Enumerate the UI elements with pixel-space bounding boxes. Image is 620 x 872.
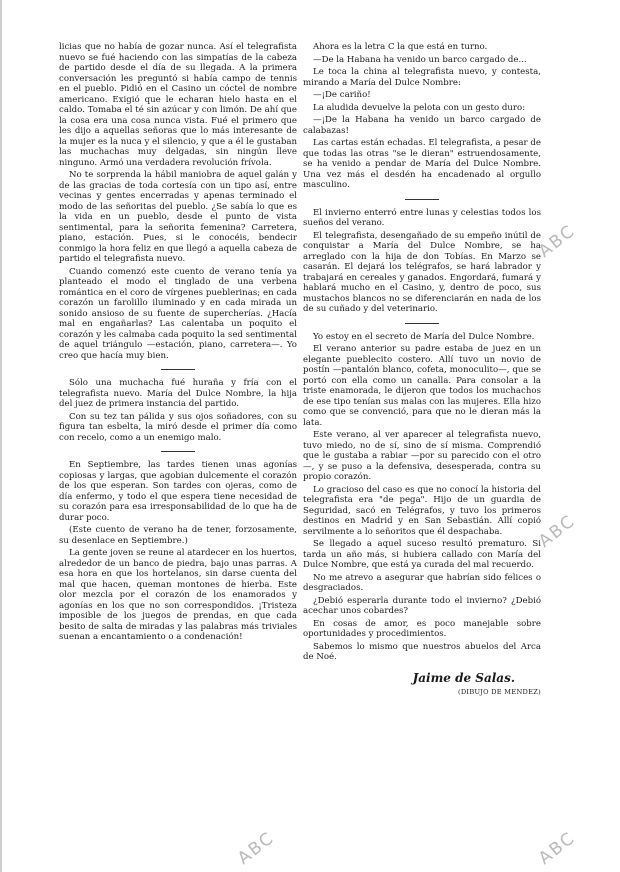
paragraph: La aludida devuelve la pelota con un gesto duro: — [313, 102, 526, 113]
paragraph: —De la Habana ha venido un barco cargado de... — [313, 54, 527, 65]
paragraph: En cosas de amor, es poco manejable sobre oportunidades y procedimientos. — [303, 618, 541, 639]
section-divider — [405, 199, 439, 200]
paragraph: licias que no había de gozar nunca. Así el telegrafista nuevo se fué haciendo con las simpatías de la cabeza de partido desde el día de su llegada. A la primera conversación les preguntó si había campo de tennis en el pueblo. Pidió en el Casino un cóctel de nombre americano. Exigió que le echaran hielo hasta en el caldo. Tomaba el té sin azúcar y con limón. De ahí que la cosa era una cosa nunca vista. Fué el primero que les dijo a aquellas señoras que lo más interesante de la mujer es la nuca y el silencio, y que a él le gustaban las muchachas muy delgadas, sin ningún lleve ninguno. Armó una verdadera revolución frívola. — [59, 42, 297, 168]
paragraph: Con su tez tan pálida y sus ojos soñadores, con su figura tan esbelta, la miró desde el primer día como con recelo, como a un enemigo malo. — [59, 411, 297, 443]
section-divider — [161, 451, 195, 452]
paragraph: ¿Debió esperarla durante todo el invierno? ¿Debió acechar unos cobardes? — [303, 595, 541, 616]
paragraph: En Septiembre, las tardes tienen unas agonías copiosas y largas, que agobian dulcemente el corazón de los que esperan. Son tardes con ojeras, como de día enfermo, y todo el que espera tiene necesidad de su corazón para esa irresponsabilidad de lo que ha de durar poco. — [59, 460, 297, 523]
abc-watermark: ABC — [535, 220, 580, 262]
paragraph: El invierno enterró entre lunas y celestias todos los sueños del verano. — [303, 207, 541, 228]
paragraph: No te sorprenda la hábil maniobra de aquel galán y de las gracias de toda cortesía con un tipo así, entre vecinas y gentes encerradas y apenas terminado el modo de las señoritas del pueblo. ¿Se sabía lo que es la vida en un pueblo, desde el punto de vista sentimental, para la señorita femenina? Carretera, piano, estación. Pues, si le conocéis, bendecir conmigo la hora feliz en que llegó a aquella cabeza de partido el telegrafista nuevo. — [59, 170, 297, 264]
paragraph: —¡De la Habana ha venido un barco cargado de calabazas! — [303, 115, 541, 136]
paragraph: Yo estoy en el secreto de María del Dulce Nombre. — [313, 331, 535, 342]
illustration-credit: (DIBUJO DE MENDEZ) — [457, 688, 541, 696]
paragraph: Sólo una muchacha fué huraña y fría con el telegrafista nuevo. María del Dulce Nombre, la hija del juez de primera instancia del partido. — [59, 378, 297, 409]
paragraph: Las cartas están echadas. El telegrafista, a pesar de que todas las otras "se le dieran" estruendosamente, se ha venido a pendar de María del Dulce Nombre. Una vez más el desdén ha encadenado al orgullo masculino. — [303, 138, 541, 190]
section-divider — [405, 323, 439, 324]
paragraph: El telegrafista, desengañado de su empeño inútil de conquistar a María del Dulce Nombre, se ha arreglado con la hija de don Tobías. En Marzo se casarán. El dejará los telégrafos, se hará labrador y trabajará en cereales y ganados. Engordará, fumará y hablará mucho en el Casino, y, dentro de poco, sus mustachos blancos no se diferenciarán en nada de los de su cuñado y del veterinario. — [303, 230, 541, 314]
paragraph: Ahora es la letra C la que está en turno. — [313, 42, 488, 52]
section-divider — [161, 369, 195, 370]
author-signature: Jaime de Salas. — [412, 670, 515, 685]
abc-watermark: ABC — [535, 827, 580, 869]
paragraph: Este verano, al ver aparecer al telegrafista nuevo, tuvo miedo, no de sí, sino de sí misma. Comprendió que le gustaba a rabiar —por su parecido con el otro—, y se puso a la defensiva, desesperada, contra su propio corazón. — [303, 430, 541, 482]
paragraph: (Este cuento de verano ha de tener, forzosamente, su desenlace en Septiembre.) — [59, 525, 297, 546]
paragraph: Se llegado a aquel suceso resultó prematuro. Si tarda un año más, si hubiera callado con María del Dulce Nombre, que está ya curada del mal recuerdo. — [303, 539, 541, 570]
paragraph: No me atrevo a asegurar que habrían sido felices o desgraciados. — [303, 572, 541, 593]
abc-watermark: ABC — [535, 510, 580, 552]
paragraph: —¡De cariño! — [313, 90, 371, 100]
paragraph: La gente joven se reune al atardecer en los huertos, alrededor de un banco de piedra, bajo unas parras. A esa hora en que los hortelanos, sin darse cuenta del mal que hacen, queman montones de hierba. Este olor mezcla por el corazón de los enamorados y agonías en los que no son correspondidos. ¡Tristeza imposible de los juegos de prendas, en que cada besito de salta de miradas y las palabras más triviales suenan a encantamiento o a condenación! — [59, 548, 297, 642]
right-column — [303, 42, 541, 698]
paragraph: Sabemos lo mismo que nuestros abuelos del Arca de Noé. — [303, 641, 541, 662]
left-column — [59, 42, 297, 645]
paragraph: Le toca la china al telegrafista nuevo, y contesta, mirando a María del Dulce Nombre: — [303, 67, 541, 88]
paragraph: Lo gracioso del caso es que no conocí la historia del telegrafista era "de pega". Hijo de un guardia de Seguridad, sacó en Telégrafos, y tuvo los primeros destinos en Madrid y en San Sebastián. Allí copió servilmente a lo señoritos que él despachaba. — [303, 484, 541, 537]
abc-watermark: ABC — [234, 827, 279, 869]
paragraph: El verano anterior su padre estaba de juez en un elegante pueblecito costero. Allí tuvo un novio de postín —pantalón blanco, cofeta, monoculito—, que se portó con ella como un canalla. Para consolar a la triste enamorada, le dijeron que todos los muchachos de ese tipo tenían sus malas con las mujeres. Ella hizo como que se convenció, para que no le dieran más la lata. — [303, 344, 541, 428]
paragraph: Cuando comenzó este cuento de verano tenía ya planteado el modo el tinglado de una verbena romántica en el coro de vírgenes pueblerinas; en cada corazón un farolillo iluminado y en cada mirada un sonido ansioso de su fuente de supercherías. ¿Hacía mal en engañarlas? Las calentaba un poquito el corazón y les calmaba cada poquito la sed sentimental de aquel triángulo —estación, piano, carretera—. Yo creo que hacía muy bien. — [59, 266, 297, 361]
